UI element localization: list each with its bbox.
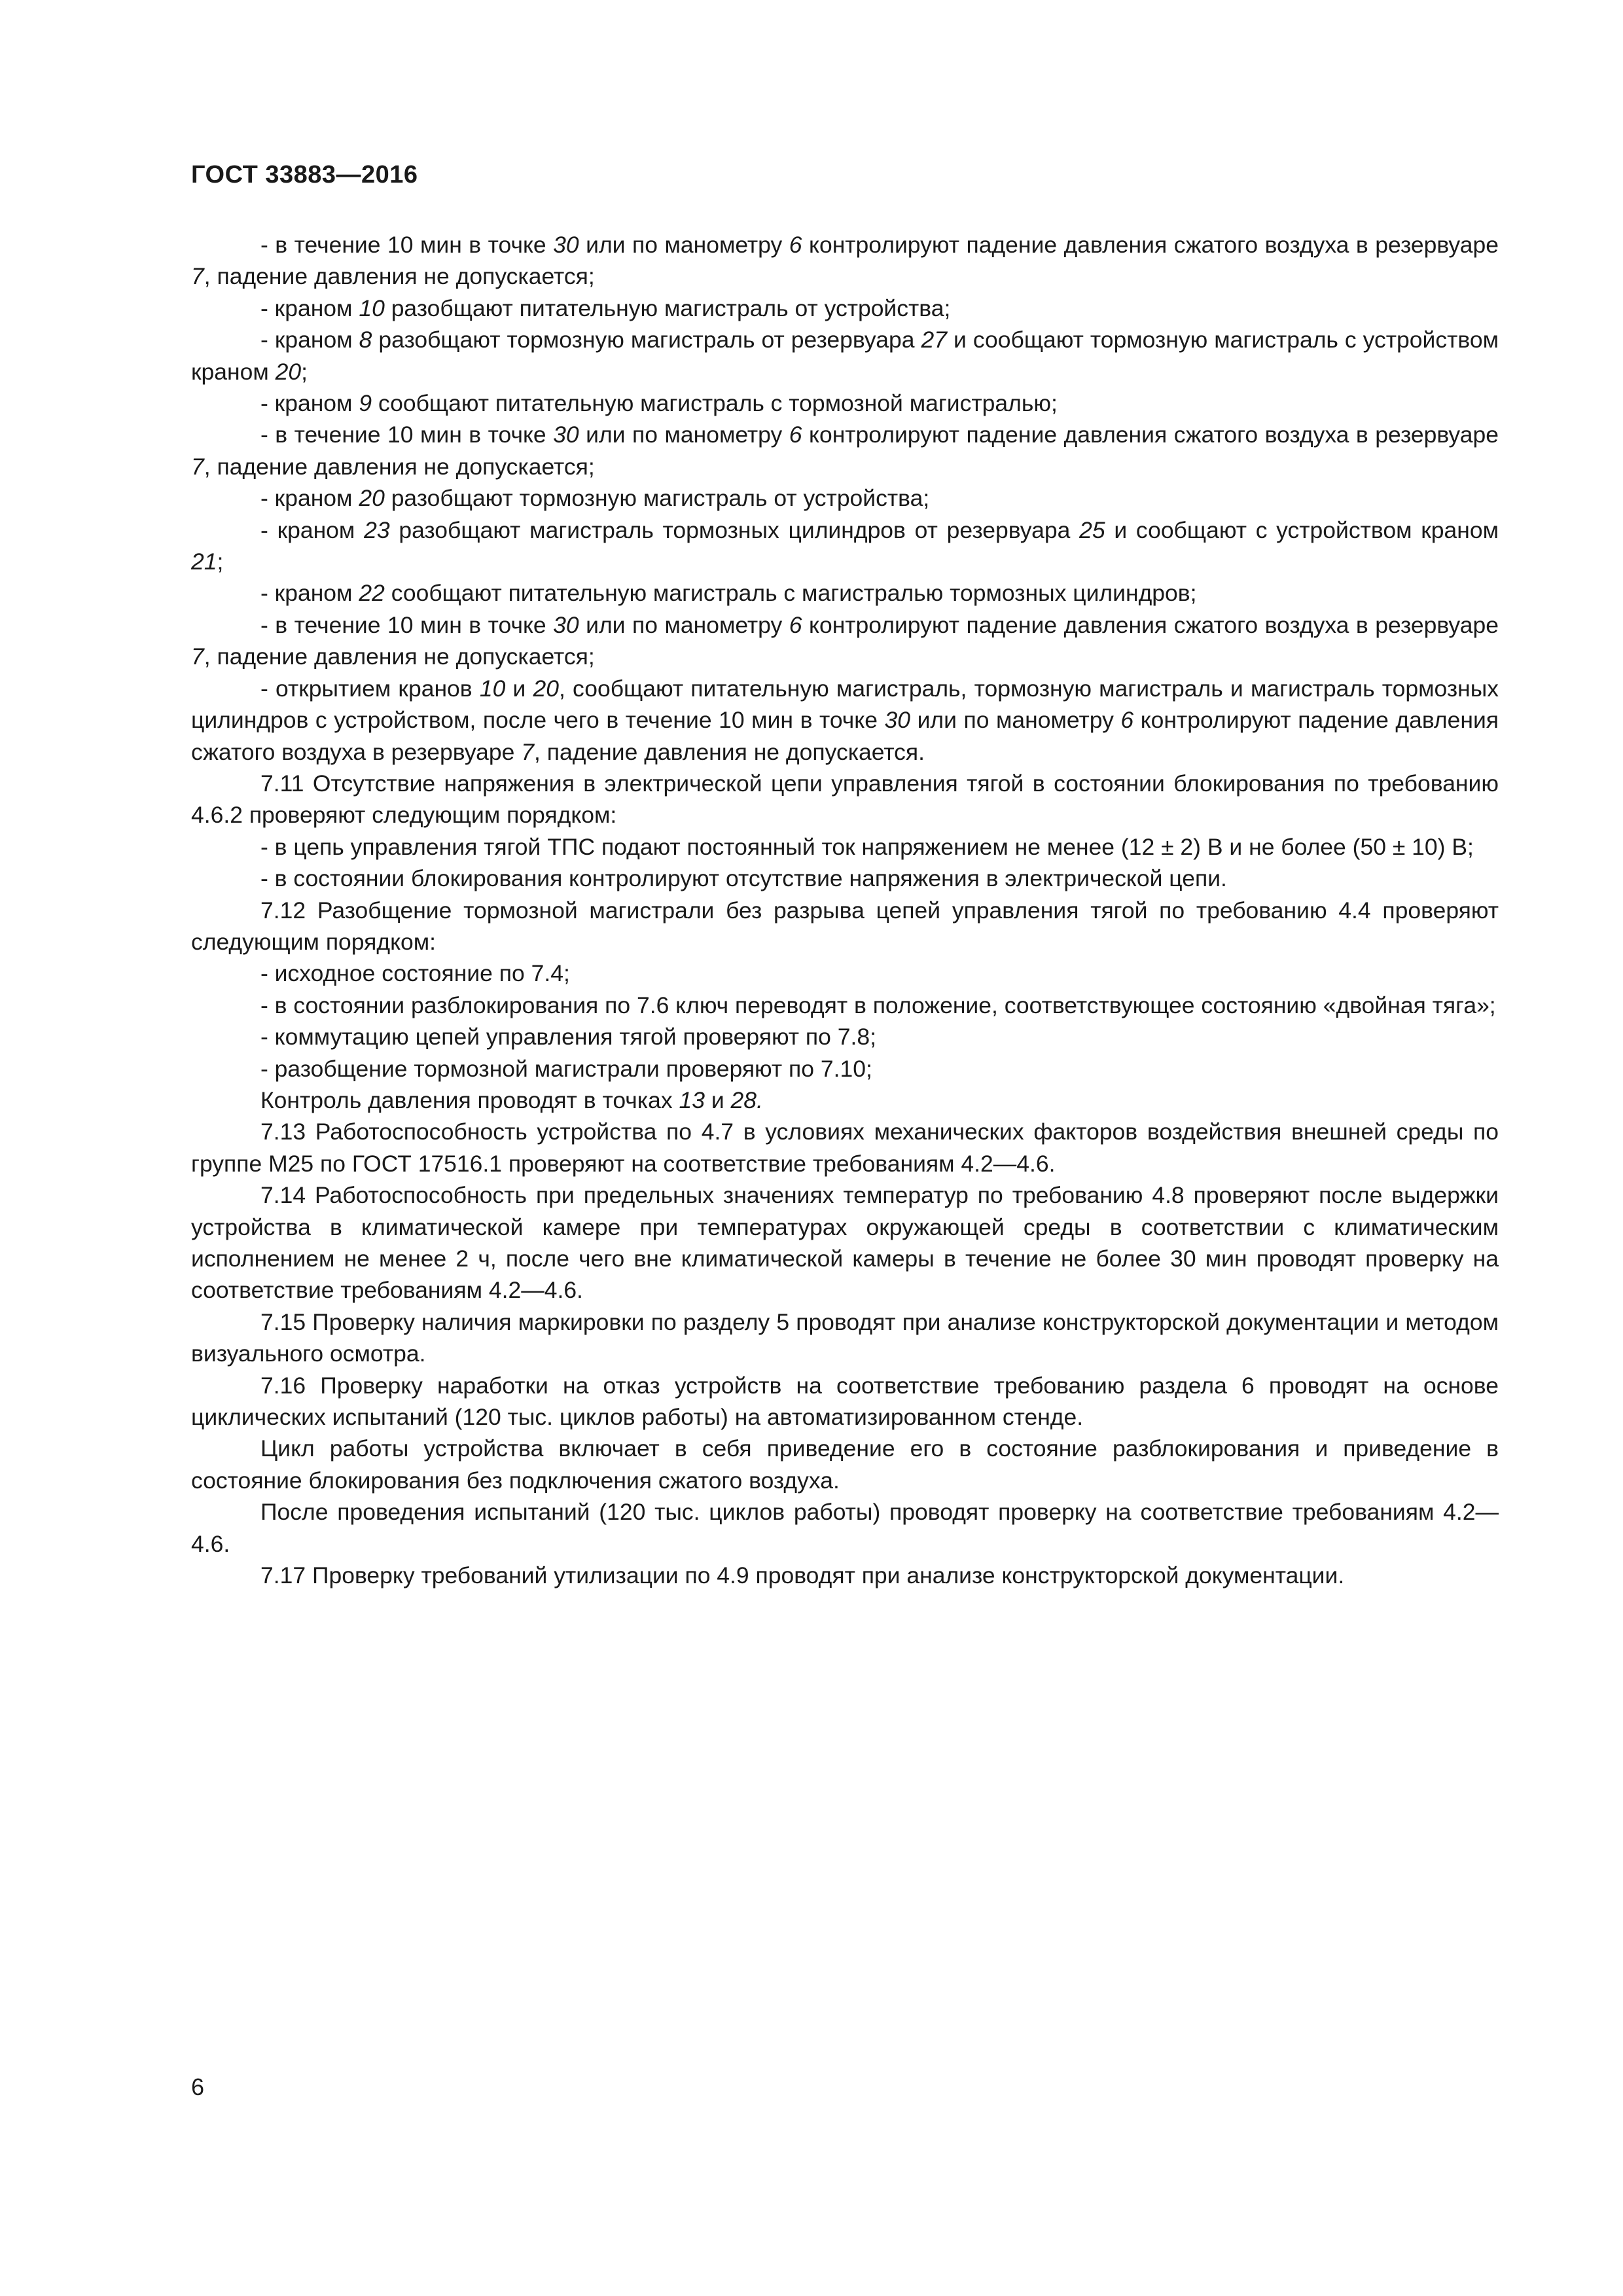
paragraph-p14 [191, 895, 1499, 958]
text-run: - краном [260, 516, 365, 543]
italic-reference: 25 [1079, 516, 1105, 543]
paragraph-p16 [191, 990, 1499, 1021]
paragraph-p11 [191, 768, 1499, 831]
italic-reference: 6 [789, 422, 802, 448]
text-run: сообщают питательную магистраль с тормозной магистралью; [372, 390, 1058, 417]
paragraph-p07 [191, 514, 1499, 578]
paragraph-p26 [191, 1560, 1499, 1591]
text-run: контролируют падение давления сжатого воздуха в резервуаре [802, 611, 1499, 638]
document-body [191, 229, 1499, 1591]
paragraph-p01 [191, 229, 1499, 293]
text-run: После проведения испытаний (120 тыс. циклов работы) проводят проверку на соответствие требованиям 4.2—4.6. [191, 1499, 1499, 1557]
text-run: разобщают магистраль тормозных цилиндров от резервуара [389, 516, 1080, 543]
italic-reference: 30 [553, 422, 579, 448]
paragraph-p05 [191, 419, 1499, 482]
text-run: ; [217, 548, 224, 575]
italic-reference: 22 [359, 580, 385, 607]
text-run: - исходное состояние по 7.4; [260, 960, 570, 987]
paragraph-p08 [191, 577, 1499, 609]
text-run: сообщают питательную магистраль с магистралью тормозных цилиндров; [384, 580, 1197, 607]
paragraph-p03 [191, 324, 1499, 387]
text-run: - краном [260, 580, 359, 607]
text-run: Контроль давления проводят в точках [260, 1086, 679, 1113]
italic-reference: 7 [191, 263, 204, 290]
text-run: или по манометру [579, 611, 789, 638]
paragraph-p09 [191, 609, 1499, 673]
text-run: , падение давления не допускается; [204, 643, 595, 670]
text-run: - разобщение тормозной магистрали проверяют по 7.10; [260, 1055, 872, 1082]
text-run: , падение давления не допускается; [204, 263, 595, 290]
text-run: 7.12 Разобщение тормозной магистрали без разрыва цепей управления тягой по требованию 4.4 проверяют следующим порядком: [191, 897, 1499, 955]
italic-reference: 30 [553, 611, 579, 638]
italic-reference: 6 [789, 611, 802, 638]
paragraph-p10 [191, 673, 1499, 768]
italic-reference: 13 [679, 1086, 705, 1113]
text-run: контролируют падение давления сжатого воздуха в резервуаре [802, 422, 1499, 448]
paragraph-p06 [191, 482, 1499, 514]
paragraph-p21 [191, 1179, 1499, 1306]
italic-reference: 10 [479, 675, 506, 702]
italic-reference: 30 [553, 232, 579, 258]
text-run: разобщают тормозную магистраль от резервуара [372, 327, 921, 353]
text-run: и сообщают тормозную магистраль с устройством краном [191, 327, 1499, 385]
italic-reference: 28. [730, 1086, 763, 1113]
text-run: , падение давления не допускается; [204, 453, 595, 480]
text-run: разобщают питательную магистраль от устройства; [384, 295, 951, 321]
paragraph-p24 [191, 1433, 1499, 1496]
paragraph-p02 [191, 293, 1499, 324]
text-run: 7.11 Отсутствие напряжения в электрической цепи управления тягой в состоянии блокирования по требованию 4.6.2 проверяют следующим порядком: [191, 770, 1499, 829]
paragraph-p23 [191, 1370, 1499, 1433]
paragraph-p13 [191, 863, 1499, 894]
paragraph-p15 [191, 958, 1499, 989]
text-run: или по манометру [910, 707, 1121, 734]
paragraph-p20 [191, 1116, 1499, 1179]
italic-reference: 21 [191, 548, 217, 575]
page-number: 6 [191, 2073, 205, 2100]
standard-header: ГОСТ 33883—2016 [191, 161, 418, 188]
paragraph-p04 [191, 387, 1499, 419]
text-run: Цикл работы устройства включает в себя приведение его в состояние разблокирования и приведение в состояние блокирования без подключения сжатого воздуха. [191, 1435, 1499, 1494]
paragraph-p25 [191, 1496, 1499, 1560]
paragraph-p18 [191, 1053, 1499, 1085]
text-run: - в цепь управления тягой ТПС подают постоянный ток напряжением не менее (12 ± 2) В и не более (50 ± 10) В; [260, 833, 1474, 860]
italic-reference: 9 [359, 390, 372, 417]
text-run: 7.13 Работоспособность устройства по 4.7 в условиях механических факторов воздействия внешней среды по группе М25 по ГОСТ 17516.1 проверяют на соответствие требованиям 4.2—4.6. [191, 1119, 1499, 1177]
italic-reference: 20 [359, 485, 385, 512]
text-run: - краном [260, 390, 359, 417]
italic-reference: 10 [359, 295, 385, 321]
paragraph-p17 [191, 1021, 1499, 1052]
text-run: и [505, 675, 533, 702]
text-run: - краном [260, 295, 359, 321]
text-run: , падение давления не допускается. [534, 738, 925, 765]
italic-reference: 23 [364, 516, 390, 543]
text-run: - в состоянии разблокирования по 7.6 ключ переводят в положение, соответствующее состоянию «двойная тяга»; [260, 992, 1496, 1018]
text-run: - в течение 10 мин в точке [260, 422, 554, 448]
italic-reference: 6 [789, 232, 802, 258]
text-run: 7.15 Проверку наличия маркировки по разделу 5 проводят при анализе конструкторской документации и методом визуального осмотра. [191, 1308, 1499, 1367]
text-run: , сообщают питательную магистраль, тормозную магистраль и магистраль тормозных цилиндров с устройством, после чего в течение 10 мин в точке [191, 675, 1499, 734]
text-run: контролируют падение давления сжатого воздуха в резервуаре [191, 707, 1499, 765]
text-run: 7.14 Работоспособность при предельных значениях температур по требованию 4.8 проверяют после выдержки устройства в климатической камере при температурах окружающей среды в соответствии с климатическим исполнением не менее 2 ч, после чего вне климатической камеры в течение не более 30 мин проводят проверку на соответствие требованиям 4.2—4.6. [191, 1182, 1499, 1304]
italic-reference: 7 [521, 738, 535, 765]
text-run: ; [301, 358, 308, 385]
text-run: - краном [260, 485, 359, 512]
text-run: и сообщают с устройством краном [1105, 516, 1499, 543]
text-run: - в течение 10 мин в точке [260, 611, 554, 638]
text-run: разобщают тормозную магистраль от устройства; [384, 485, 930, 512]
paragraph-p22 [191, 1306, 1499, 1370]
text-run: - краном [260, 327, 359, 353]
italic-reference: 7 [191, 453, 204, 480]
text-run: 7.17 Проверку требований утилизации по 4.9 проводят при анализе конструкторской документации. [260, 1562, 1345, 1589]
italic-reference: 30 [884, 707, 911, 734]
italic-reference: 6 [1120, 707, 1134, 734]
text-run: - в состоянии блокирования контролируют отсутствие напряжения в электрической цепи. [260, 865, 1227, 892]
italic-reference: 20 [533, 675, 560, 702]
text-run: контролируют падение давления сжатого воздуха в резервуаре [802, 232, 1499, 258]
paragraph-p19 [191, 1085, 1499, 1116]
italic-reference: 20 [275, 358, 302, 385]
paragraph-p12 [191, 831, 1499, 863]
text-run: - коммутацию цепей управления тягой проверяют по 7.8; [260, 1024, 876, 1050]
text-run: 7.16 Проверку наработки на отказ устройств на соответствие требованию раздела 6 проводят на основе циклических испытаний (120 тыс. циклов работы) на автоматизированном стенде. [191, 1372, 1499, 1431]
text-run: или по манометру [579, 422, 789, 448]
italic-reference: 8 [359, 327, 372, 353]
italic-reference: 27 [921, 327, 947, 353]
text-run: или по манометру [579, 232, 789, 258]
italic-reference: 7 [191, 643, 204, 670]
text-run: и [704, 1086, 731, 1113]
text-run: - открытием кранов [260, 675, 480, 702]
text-run: - в течение 10 мин в точке [260, 232, 554, 258]
